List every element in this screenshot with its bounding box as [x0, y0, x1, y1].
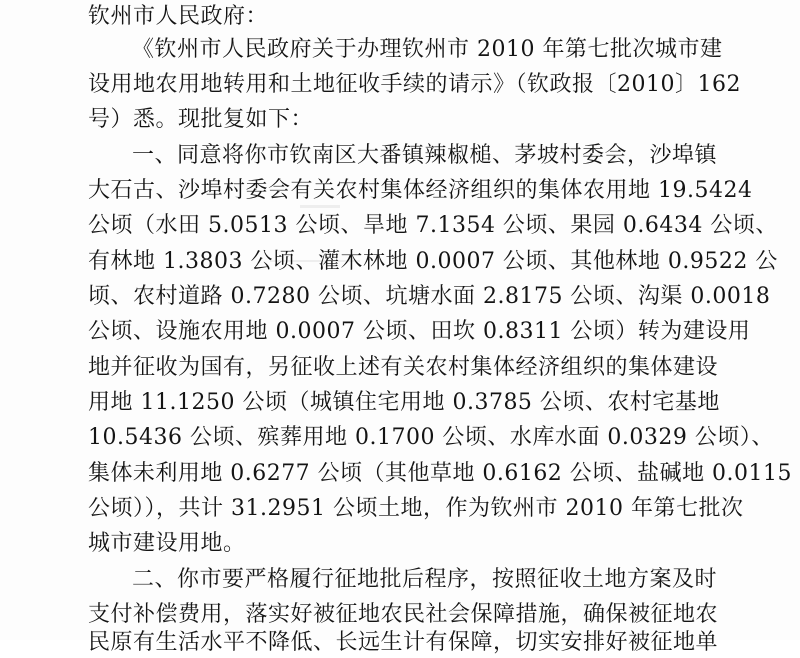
section-two-line: 民原有生活水平不降低、长远生计有保障，切实安排好被征地单 — [88, 630, 719, 655]
paragraph-line: 《钦州市人民政府关于办理钦州市 2010 年第七批次城市建 — [132, 37, 723, 62]
section-one-line: 10.5436 公顷、殡葬用地 0.1700 公顷、水库水面 0.0329 公顷）、 — [88, 425, 774, 450]
section-one-line: 一、同意将你市钦南区大番镇辣椒槌、茅坡村委会，沙埠镇 — [132, 143, 718, 168]
section-one-line: 大石古、沙埠村委会有关农村集体经济组织的集体农用地 19.5424 — [88, 178, 753, 203]
section-two-line: 支付补偿费用，落实好被征地农民社会保障措施，确保被征地农 — [88, 602, 719, 627]
paragraph-line: 号）悉。现批复如下： — [88, 107, 314, 132]
section-one-line: 城市建设用地。 — [88, 531, 246, 556]
section-two-line: 二、你市要严格履行征地批后程序，按照征收土地方案及时 — [132, 567, 718, 592]
section-one-line: 公顷、设施农用地 0.0007 公顷、田坎 0.8311 公顷）转为建设用 — [88, 319, 751, 344]
section-one-line: 有林地 1.3803 公顷、灌木林地 0.0007 公顷、其他林地 0.9522 公 — [88, 249, 778, 274]
scan-smudge — [270, 260, 360, 262]
section-one-line: 公顷）），共计 31.2951 公顷土地，作为钦州市 2010 年第七批次 — [88, 496, 744, 521]
section-one-line: 地并征收为国有，另征收上述有关农村集体经济组织的集体建设 — [88, 355, 719, 380]
salutation: 钦州市人民政府： — [88, 4, 269, 29]
section-one-line: 公顷（水田 5.0513 公顷、旱地 7.1354 公顷、果园 0.6434 公顷、 — [88, 213, 778, 238]
section-one-line: 顷、农村道路 0.7280 公顷、坑塘水面 2.8175 公顷、沟渠 0.0018 — [88, 284, 771, 309]
section-one-line: 集体未利用地 0.6277 公顷（其他草地 0.6162 公顷、盐碱地 0.0115 — [88, 461, 792, 486]
scan-smudge — [300, 205, 340, 208]
paragraph-line: 设用地农用地转用和土地征收手续的请示》（钦政报〔2010〕162 — [88, 72, 741, 97]
section-one-line: 用地 11.1250 公顷（城镇住宅用地 0.3785 公顷、农村宅基地 — [88, 390, 720, 415]
